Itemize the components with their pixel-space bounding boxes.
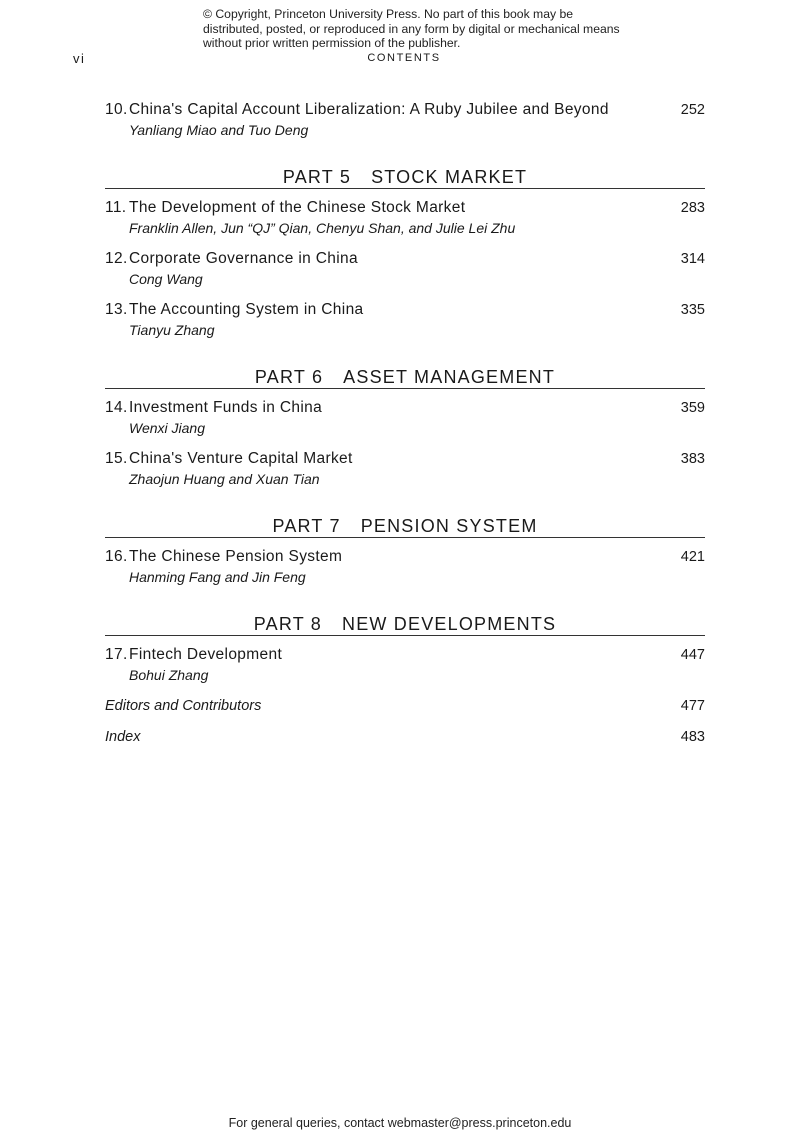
- toc-entry-chapter-11[interactable]: [105, 198, 705, 238]
- page-ref: 359: [680, 400, 705, 416]
- chapter-authors: Franklin Allen, Jun “QJ” Qian, Chenyu Shan, and Julie Lei Zhu: [129, 220, 516, 236]
- page-ref: 283: [680, 200, 705, 216]
- running-title: CONTENTS: [367, 52, 441, 64]
- page-ref: 314: [680, 251, 705, 267]
- page-ref: 421: [680, 549, 705, 565]
- page-ref: 335: [680, 302, 705, 318]
- backmatter-title: Index: [105, 729, 141, 745]
- chapter-title: 17.Fintech Development: [105, 646, 283, 663]
- table-of-contents: [105, 100, 705, 747]
- chapter-authors: Wenxi Jiang: [129, 420, 206, 436]
- chapter-title: 11. The Development of the Chinese Stock Market: [105, 199, 466, 216]
- toc-entry-chapter-15[interactable]: [105, 449, 705, 489]
- toc-entry-chapter-13[interactable]: [105, 300, 705, 340]
- chapter-authors: Yanliang Miao and Tuo Deng: [129, 122, 309, 138]
- contact-footer: For general queries, contact webmaster@press.princeton.edu: [228, 1116, 572, 1130]
- toc-entry-chapter-10[interactable]: [105, 100, 705, 140]
- chapter-title: 15.China's Venture Capital Market: [105, 450, 353, 467]
- copyright-notice: © Copyright, Princeton University Press. No part of this book may be distributed, posted, or reproduced in any form by digital or mechanical means without prior written permission of the publisher.: [203, 7, 620, 50]
- toc-entry-index[interactable]: [105, 727, 705, 747]
- chapter-authors: Cong Wang: [129, 271, 203, 287]
- chapter-authors: Hanming Fang and Jin Feng: [129, 569, 306, 585]
- backmatter-title: Editors and Contributors: [105, 698, 262, 714]
- page-ref: 483: [680, 729, 705, 745]
- part-heading-6: PART 6 ASSET MANAGEMENT: [105, 366, 705, 389]
- running-head: [0, 51, 800, 67]
- toc-entry-chapter-12[interactable]: [105, 249, 705, 289]
- chapter-title: 10.China's Capital Account Liberalization: A Ruby Jubilee and Beyond: [105, 101, 609, 118]
- page-ref: 477: [680, 698, 705, 714]
- part-heading-8: PART 8 NEW DEVELOPMENTS: [105, 613, 705, 636]
- page-ref: 447: [680, 647, 705, 663]
- toc-entry-chapter-16[interactable]: [105, 547, 705, 587]
- chapter-title: 14.Investment Funds in China: [105, 399, 323, 416]
- page-ref: 252: [680, 102, 705, 118]
- toc-entry-chapter-14[interactable]: [105, 398, 705, 438]
- toc-entry-chapter-17[interactable]: [105, 645, 705, 685]
- chapter-title: 12.Corporate Governance in China: [105, 250, 358, 267]
- part-heading-5: PART 5 STOCK MARKET: [105, 166, 705, 189]
- page-ref: 383: [680, 451, 705, 467]
- page-number: vi: [73, 51, 86, 66]
- part-heading-7: PART 7 PENSION SYSTEM: [105, 515, 705, 538]
- chapter-authors: Zhaojun Huang and Xuan Tian: [129, 471, 320, 487]
- chapter-authors: Bohui Zhang: [129, 667, 209, 683]
- chapter-authors: Tianyu Zhang: [129, 322, 215, 338]
- chapter-title: 13.The Accounting System in China: [105, 301, 364, 318]
- chapter-title: 16.The Chinese Pension System: [105, 548, 343, 565]
- toc-entry-editors-contributors[interactable]: [105, 696, 705, 716]
